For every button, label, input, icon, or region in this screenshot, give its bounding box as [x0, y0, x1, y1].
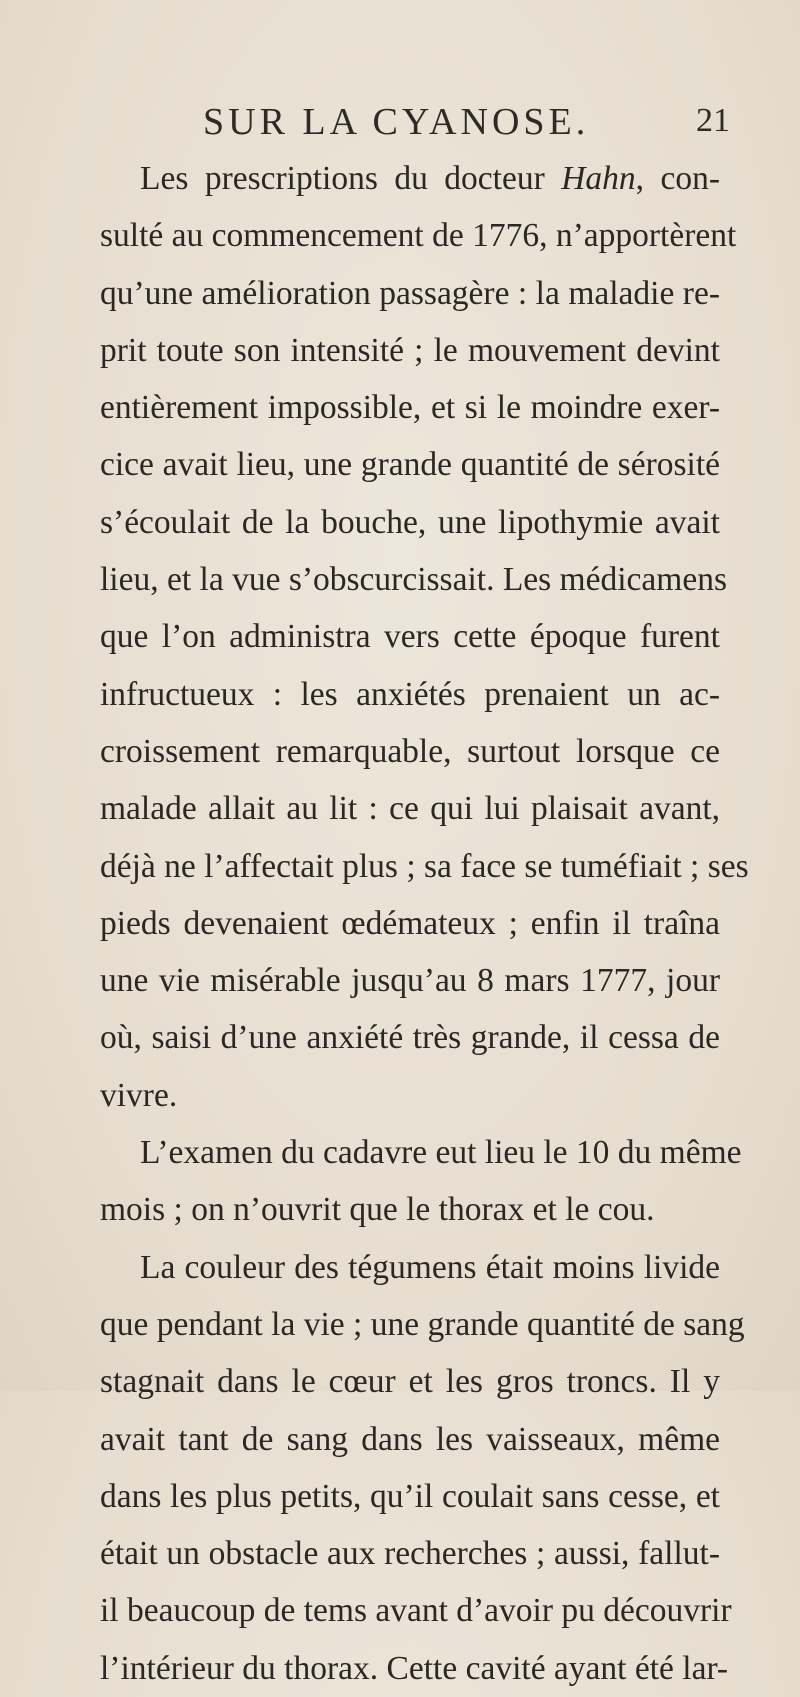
text-line: qu’une amélioration passagère : la maladie re- — [100, 274, 720, 312]
text-line: l’intérieur du thorax. Cette cavité ayant été lar- — [100, 1649, 729, 1687]
text-line: où, saisi d’une anxiété très grande, il cessa de — [100, 1019, 720, 1057]
text-line: était un obstacle aux recherches ; aussi, fallut- — [100, 1535, 720, 1573]
text-line: s’écoulait de la bouche, une lipothymie avait — [100, 503, 720, 541]
text-line — [100, 150, 720, 207]
author-name: Hahn — [561, 160, 636, 197]
text-line: cice avait lieu, une grande quantité de sérosité — [100, 446, 720, 484]
text-line: lieu, et la vue s’obscurcissait. Les médicamens — [100, 561, 727, 599]
text-line: sulté au commencement de 1776, n’apportèrent — [100, 217, 737, 255]
text-line: mois ; on n’ouvrit que le thorax et le cou. — [100, 1191, 655, 1229]
text-line: prit toute son intensité ; le mouvement devint — [100, 331, 720, 369]
text-line: déjà ne l’affectait plus ; sa face se tuméfiait ; ses — [100, 847, 749, 885]
text-line: que pendant la vie ; une grande quantité de sang — [100, 1305, 745, 1343]
text-line: vivre. — [100, 1076, 178, 1114]
running-title: SUR LA CYANOSE. — [203, 101, 590, 143]
text-line: pieds devenaient œdémateux ; enfin il traîna — [100, 904, 720, 942]
text-line: que l’on administra vers cette époque furent — [100, 618, 720, 656]
text-line: avait tant de sang dans les vaisseaux, même — [100, 1420, 720, 1458]
text-span: Les prescriptions du docteur — [140, 160, 562, 197]
text-line: il beaucoup de tems avant d’avoir pu découvrir — [100, 1592, 732, 1630]
text-line: entièrement impossible, et si le moindre exer- — [100, 389, 720, 427]
page-number: 21 — [696, 102, 730, 139]
text-line: La couleur des tégumens était moins livide — [140, 1248, 720, 1286]
body-text — [100, 150, 749, 1697]
text-line: une vie misérable jusqu’au 8 mars 1777, jour — [100, 962, 720, 1000]
text-line: croissement remarquable, surtout lorsque ce — [100, 732, 720, 770]
running-head — [0, 100, 800, 150]
text-span: , con- — [635, 160, 720, 197]
text-line: infructueux : les anxiétés prenaient un ac- — [100, 675, 720, 713]
text-line: stagnait dans le cœur et les gros troncs. Il y — [100, 1363, 720, 1401]
text-line: dans les plus petits, qu’il coulait sans cesse, et — [100, 1477, 720, 1515]
text-line: L’examen du cadavre eut lieu le 10 du même — [140, 1134, 742, 1172]
text-line: malade allait au lit : ce qui lui plaisait avant, — [100, 790, 720, 828]
